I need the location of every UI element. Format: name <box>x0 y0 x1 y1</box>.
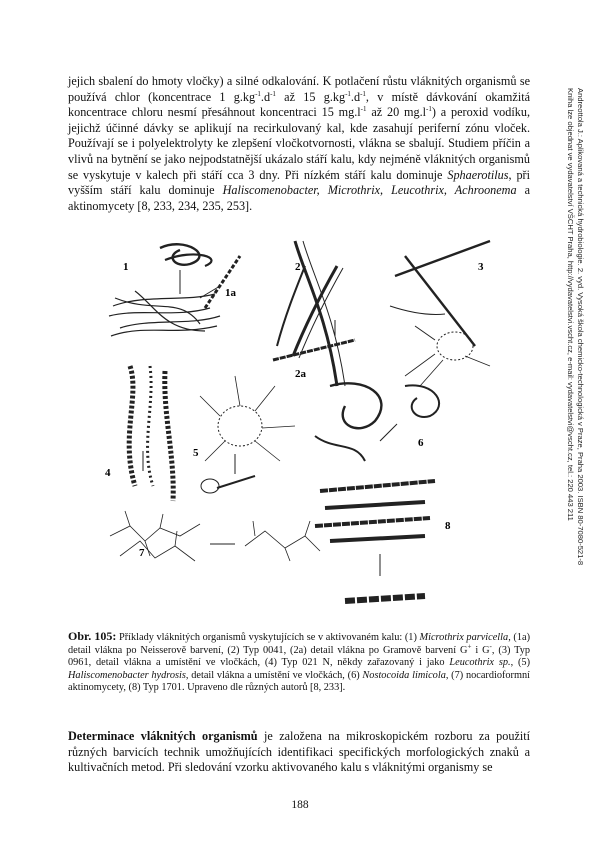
filament-2a-detail <box>273 340 355 360</box>
figure-filamentous-organisms <box>105 236 500 621</box>
species-name: Sphaerotilus <box>447 167 509 182</box>
text-run: Gramově <box>382 644 422 656</box>
filament-4 <box>148 366 153 486</box>
filament-5 <box>200 376 295 461</box>
page-number: 188 <box>291 799 309 811</box>
filament-6 <box>315 436 365 461</box>
figure-label-2: 2 <box>295 261 301 273</box>
text-run: , (1a) detail vlákna po <box>68 632 530 656</box>
text-run: Příklady vláknitých organismů vyskytujících se v aktivovaném kalu: (1) <box>116 632 420 643</box>
text-run: až 15 g.kg <box>275 89 346 104</box>
text-run: barvení G <box>421 644 468 656</box>
text-run: , (7) nocardioformní aktinomycety, (8) Typ 1701. Upraveno dle různých autorů [8, 233]. <box>68 669 530 694</box>
text-run: , (3) Typ 0961, detail vlákna a umístění ve vločkách, (4) Typ 021 N, někdy zařazovaný i jako <box>68 644 530 669</box>
copyright-sidebar <box>555 88 595 628</box>
text-run: , v místě dávkování okamžitá koncentrace chloru nesmí přesáhnout koncentraci 15 mg.l <box>68 89 530 120</box>
filament-8 <box>325 502 425 508</box>
filament-8-detail <box>345 596 425 601</box>
species-name: Leucothrix sp. <box>449 657 511 669</box>
species-name: Microthrix parvicella <box>419 632 509 643</box>
filament-8 <box>315 518 430 526</box>
filament-1 <box>115 298 200 324</box>
text-run: Neisserově <box>140 644 187 656</box>
filament-2 <box>303 241 345 386</box>
bold-term: Determinace vláknitých organismů <box>68 729 258 743</box>
text-run: barvení, (2) Typ 0041, (2a) detail vlákna po <box>186 644 383 656</box>
superscript: -1 <box>255 89 261 98</box>
figure-label-4: 4 <box>105 467 111 479</box>
species-name: Haliscomenobacter hydrosis <box>68 669 186 681</box>
superscript: + <box>467 642 472 651</box>
text-run: , detail vlákna a umístění ve vločkách, (6) <box>185 669 363 681</box>
floc-5-detail <box>201 479 219 493</box>
sidebar-line-2: Kniha lze objednat ve vydavatelství VŠCHT Praha, http://vydavatelstvi.vscht.cz, e-mail: vydavatelstvi@vscht.cz, tel.: 220 443 211 <box>566 88 575 521</box>
filament-1 <box>113 294 215 306</box>
text-run: až 20 mg.l <box>366 105 427 120</box>
superscript: -1 <box>360 89 366 98</box>
text-run: , (5) <box>510 657 531 669</box>
filament-4 <box>165 371 173 501</box>
filament-3 <box>395 241 490 276</box>
superscript: -1 <box>426 105 432 114</box>
text-run: , při vyšším stáří kalu dominuje <box>68 167 530 198</box>
figure-label-2a: 2a <box>295 368 306 380</box>
text-run: i G <box>471 644 490 656</box>
floc-5 <box>218 406 262 446</box>
filament-7 <box>120 541 195 561</box>
text-run: je založena na mikroskopickém rozboru za použití různých barvicích technik umožňujících identifikaci specifických morfologických znaků a kultivačních metod. Při sledování vzorku aktivovaného kalu s vláknitými organismy se <box>68 729 531 775</box>
filament-2 <box>295 241 337 386</box>
figure-label-6: 6 <box>418 437 424 449</box>
figure-label-1: 1 <box>123 261 129 273</box>
filament-6 <box>405 385 439 417</box>
species-name: Nostocoida limicola <box>362 669 446 681</box>
filament-4 <box>129 366 135 486</box>
filament-3 <box>405 256 475 346</box>
paragraph-chlorination <box>68 74 530 214</box>
text-run: ) a peroxid vodíku, jejichž účinné dávky se aplikují na recirkulovaný kal, kde zasahují periferní zónu vloček. Používají se i polyelektrolyty ke zlepšení vločkotvornosti, vlákna se sbalují. Studiem příčin a vlivů na bytnění se jako nejpodstatnější ukázalo stáří kalu, kdy nejméně vláknitých organismů se vyskytuje v kalech při stáří cca 3 dny. Při nízkém stáří kalu dominuje <box>68 105 530 182</box>
superscript: -1 <box>360 105 367 114</box>
figure-caption <box>68 630 530 695</box>
filaments-illustration <box>105 236 500 621</box>
text-run: a aktinomycety [8, 233, 234, 235, 253]. <box>68 183 530 213</box>
filament-5-detail <box>217 476 255 488</box>
filament-6 <box>330 383 381 428</box>
text-run: .d <box>260 89 271 104</box>
figure-label-8: 8 <box>445 520 451 532</box>
figure-label-1a: 1a <box>225 287 236 299</box>
superscript: - <box>489 642 492 651</box>
superscript: -1 <box>345 89 351 98</box>
sidebar-line-1: Andreottola J.: Aplikovaná a technická hydrobiologie. 2. vyd. Vysoká škola chemicko-technologická v Praze, Praha 2003. ISBN 80-7080-521-8 <box>576 88 585 566</box>
filament-7 <box>253 521 310 561</box>
figure-label-5: 5 <box>193 447 199 459</box>
filament-7 <box>110 524 200 541</box>
superscript: -1 <box>270 89 276 98</box>
species-names: Haliscomenobacter, Microthrix, Leucothrix, Achroonema <box>222 183 517 198</box>
figure-label-7: 7 <box>139 547 145 559</box>
arrow <box>380 424 397 441</box>
figure-label-3: 3 <box>478 261 484 273</box>
filament-3 <box>390 306 445 314</box>
caption-label: Obr. 105: <box>68 629 117 643</box>
filament-1 <box>109 308 210 316</box>
floc-3 <box>437 332 473 360</box>
text-run: .d <box>350 89 361 104</box>
filament-8 <box>330 536 425 541</box>
filament-8 <box>320 481 435 491</box>
arrow <box>415 326 435 340</box>
paragraph-determination <box>68 729 530 776</box>
text-run: jejich sbalení do hmoty vločky) a silné odkalování. K potlačení růstu vláknitých organismů se používá chlor (koncentrace 1 g.kg <box>68 74 530 104</box>
filament-7 <box>245 531 320 551</box>
